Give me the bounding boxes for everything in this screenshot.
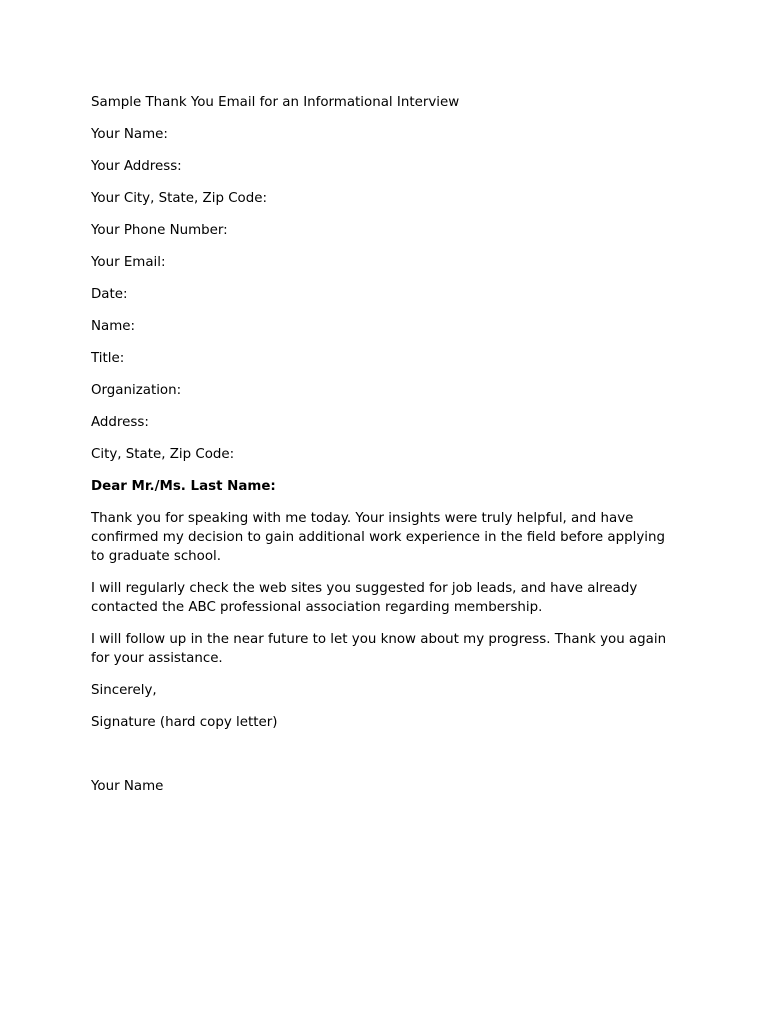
closing: Sincerely, [91,683,157,698]
recipient-block [91,317,671,464]
sender-phone: Your Phone Number: [91,223,228,238]
signer-name: Your Name [91,779,164,794]
sender-address: Your Address: [91,159,182,174]
recipient-organization: Organization: [91,383,182,398]
salutation: Dear Mr./Ms. Last Name: [91,479,276,494]
signature-note: Signature (hard copy letter) [91,715,278,730]
document-title: Sample Thank You Email for an Informational Interview [91,95,460,110]
letter-date: Date: [91,287,128,302]
recipient-name: Name: [91,319,136,334]
recipient-title: Title: [91,351,125,366]
sender-name: Your Name: [91,127,168,142]
body-paragraph: Thank you for speaking with me today. Your insights were truly helpful, and have confirmed my decision to gain additional work experience in the field before applying to graduate school. [91,511,665,564]
recipient-address: Address: [91,415,149,430]
sender-email: Your Email: [91,255,166,270]
sender-block [91,125,671,272]
body-paragraph: I will regularly check the web sites you suggested for job leads, and have already contacted the ABC professional association regarding membership. [91,581,638,615]
letter-page [91,93,671,809]
sender-city-state-zip: Your City, State, Zip Code: [91,191,267,206]
letter-body [91,509,671,668]
body-paragraph: I will follow up in the near future to let you know about my progress. Thank you again for your assistance. [91,632,667,666]
recipient-city-state-zip: City, State, Zip Code: [91,447,235,462]
